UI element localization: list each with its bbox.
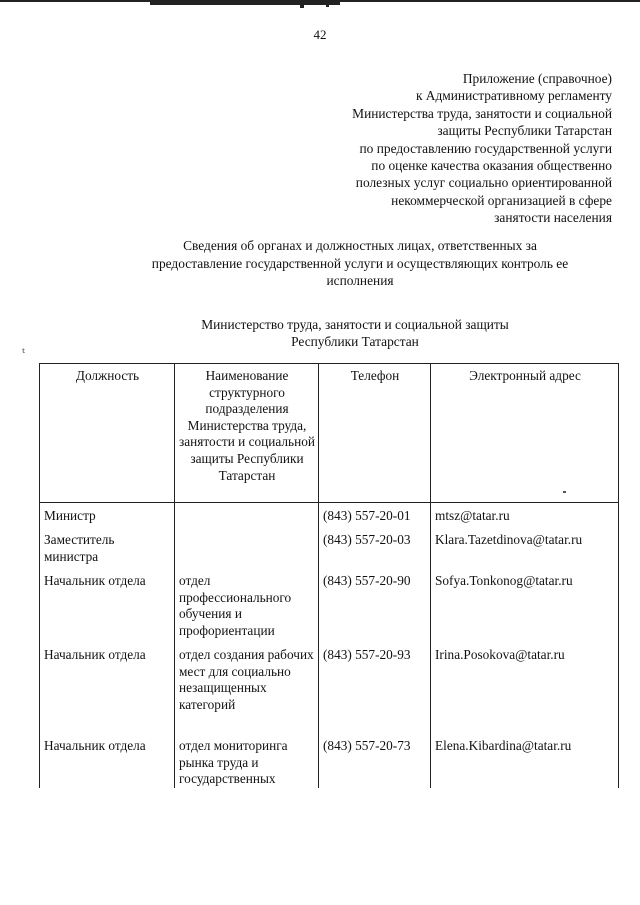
page-number: 42 [313, 27, 327, 42]
ministry-line: Министерство труда, занятости и социальной защиты [201, 317, 509, 332]
table-header-row [40, 364, 619, 503]
appendix-line: защиты Республики Татарстан [437, 123, 612, 139]
officials-table [39, 363, 619, 788]
table-row [40, 503, 619, 529]
cell-position: Министр [40, 503, 175, 529]
ministry-line: Республики Татарстан [291, 333, 419, 349]
cell-position: Начальник отдела [40, 734, 175, 788]
document-heading [60, 237, 640, 290]
appendix-line: к Административному регламенту [415, 88, 612, 104]
heading-line: исполнения [326, 273, 394, 288]
cell-email: Irina.Posokova@tatar.ru [431, 643, 619, 734]
appendix-note [282, 70, 612, 227]
cell-phone: (843) 557-20-03 [319, 528, 431, 569]
cell-phone: (843) 557-20-93 [319, 643, 431, 734]
heading-line: предоставление государственной услуги и осуществляющих контроль ее [151, 255, 569, 271]
header-email: Электронный адрес [431, 364, 619, 503]
header-position: Должность [40, 364, 175, 503]
appendix-line: по оценке качества оказания общественно [371, 158, 612, 174]
cell-unit: отдел мониторинга рынка труда и государственных [175, 734, 319, 788]
margin-scan-mark: ₜ [22, 342, 25, 356]
table-row [40, 528, 619, 569]
table-row [40, 643, 619, 734]
header-phone: Телефон [319, 364, 431, 503]
appendix-line: некоммерческой организацией в сфере [391, 192, 612, 208]
cell-email: mtsz@tatar.ru [431, 503, 619, 529]
cell-unit: отдел профессионального обучения и профориентации [175, 569, 319, 643]
cell-position: Заместитель министра [40, 528, 175, 569]
scan-edge-artifact [0, 0, 640, 9]
table-row [40, 734, 619, 788]
appendix-line: по предоставлению государственной услуги [359, 140, 612, 156]
cell-phone: (843) 557-20-73 [319, 734, 431, 788]
appendix-line: полезных услуг социально ориентированной [355, 175, 612, 191]
cell-unit [175, 503, 319, 529]
heading-line: Сведения об органах и должностных лицах, ответственных за [183, 238, 537, 253]
cell-unit [175, 528, 319, 569]
appendix-line: Приложение (справочное) [462, 71, 612, 86]
cell-position: Начальник отдела [40, 643, 175, 734]
ministry-title [55, 317, 640, 350]
appendix-line: Министерства труда, занятости и социальной [352, 105, 612, 121]
cell-email: Klara.Tazetdinova@tatar.ru [431, 528, 619, 569]
cell-position: Начальник отдела [40, 569, 175, 643]
cell-unit: отдел создания рабочих мест для социально незащищенных категорий [175, 643, 319, 734]
appendix-line: занятости населения [494, 210, 612, 226]
cell-email: Sofya.Tonkonog@tatar.ru [431, 569, 619, 643]
cell-phone: (843) 557-20-01 [319, 503, 431, 529]
table-row [40, 569, 619, 643]
header-unit: Наименование структурного подразделения Министерства труда, занятости и социальной защиты Республики Татарстан [175, 364, 319, 503]
cell-phone: (843) 557-20-90 [319, 569, 431, 643]
cell-email: Elena.Kibardina@tatar.ru [431, 734, 619, 788]
